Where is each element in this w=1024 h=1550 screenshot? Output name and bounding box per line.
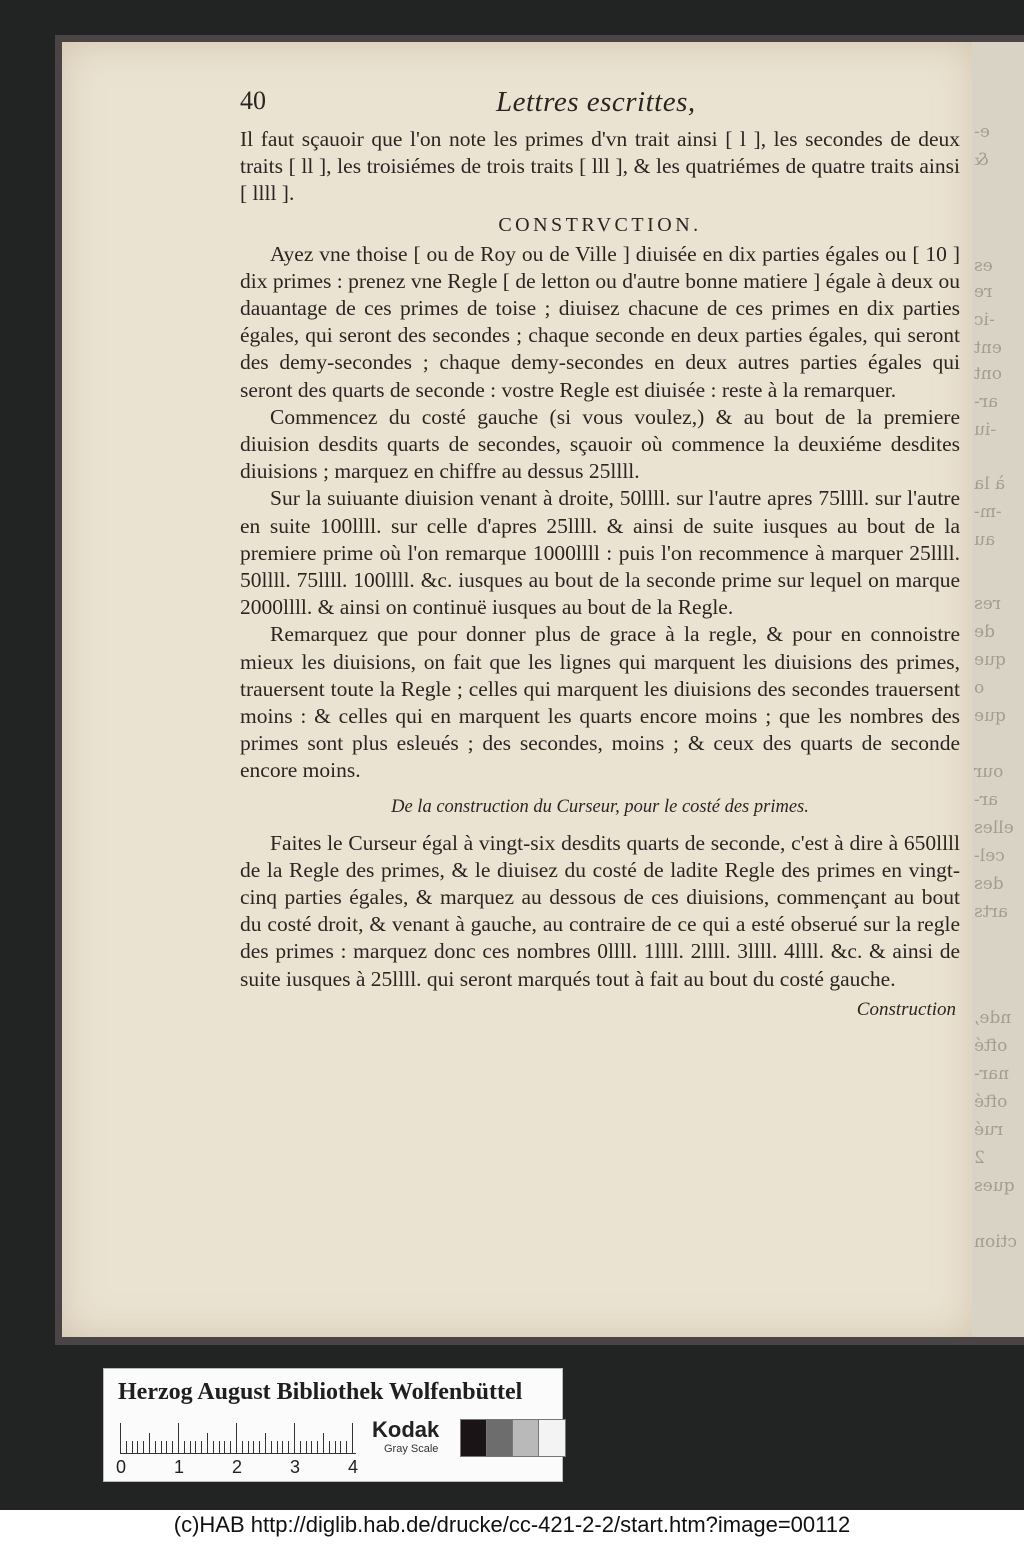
ruler-tick	[230, 1441, 231, 1453]
facing-fragment: our	[974, 762, 1004, 782]
ruler-tick	[120, 1423, 121, 1453]
ruler-tick	[317, 1441, 318, 1453]
ruler-tick	[340, 1441, 341, 1453]
ruler-tick	[166, 1441, 167, 1453]
facing-fragment: ction	[974, 1232, 1017, 1252]
facing-fragment: au	[974, 530, 996, 550]
running-head: Lettres escrittes,	[496, 86, 696, 118]
ruler-tick	[213, 1441, 214, 1453]
kodak-logo: Kodak	[372, 1417, 440, 1442]
section-title: CONSTRVCTION.	[498, 213, 702, 236]
ruler-number: 0	[116, 1457, 127, 1477]
ruler-tick	[161, 1441, 162, 1453]
ruler-tick	[219, 1441, 220, 1453]
facing-fragment: des	[974, 874, 1004, 894]
paragraph: Commencez du costé gauche (si vous voulez,) & au bout de la premiere diuision desdits quarts de secondes, sçauoir où commence la deuxiéme desdites diuisions ; marquez en chiffre au dessus 25llll.	[240, 404, 960, 484]
gray-swatch-3	[512, 1419, 540, 1457]
facing-fragment: e-	[974, 122, 990, 142]
facing-fragment: es	[974, 256, 993, 276]
ruler-numbers	[116, 1457, 376, 1477]
catchword: Construction	[856, 998, 956, 1020]
gray-scale-label: Gray Scale	[384, 1443, 439, 1455]
paragraph: Remarquez que pour donner plus de grace à la regle, & pour en connoistre mieux les diuisions, on fait que les lignes qui marquent les diuisions des primes, trauersent toute la Regle ; celles qui marquent les diuisions des secondes trauersent moins : & celles qui en marquent les quarts encore moins ; que les nombres des primes sont plus esleués ; des secondes, moins ; & ceux des quarts de seconde encore moins.	[240, 622, 960, 783]
ruler-tick	[300, 1441, 301, 1453]
gray-swatch-4	[538, 1419, 566, 1457]
page-text	[240, 86, 960, 1021]
ruler-tick	[207, 1433, 208, 1453]
ruler-tick	[178, 1423, 179, 1453]
ruler-tick	[253, 1441, 254, 1453]
intro-paragraph: Il faut sçauoir que l'on note les primes d'vn trait ainsi [ l ], les secondes de deux traits [ ll ], les troisiémes de trois traits [ lll ], & les quatriémes de quatre traits ainsi [ llll ].	[240, 127, 960, 206]
facing-page-edge	[972, 42, 1024, 1337]
gray-swatch-2	[486, 1419, 514, 1457]
ruler-tick	[195, 1441, 196, 1453]
paragraph: Sur la suiuante diuision venant à droite, 50llll. sur l'autre apres 75llll. sur l'autre en suite 100llll. sur celle d'apres 25llll. & ainsi de suite iusques au bout de la premiere prime où l'on remarque 1000llll : puis l'on recommence à marquer 25llll. 50llll. 75llll. 100llll. &c. iusques au bout de la seconde prime sur lequel on marque 2000llll. & ainsi on continuë iusques au bout de la Regle.	[240, 486, 960, 620]
ruler-tick	[132, 1441, 133, 1453]
ruler-tick	[352, 1423, 353, 1453]
ruler-tick	[224, 1441, 225, 1453]
ruler-number: 4	[348, 1457, 359, 1477]
measurement-ruler	[120, 1421, 356, 1454]
ruler-tick	[236, 1423, 237, 1453]
facing-fragment: arts	[974, 902, 1008, 922]
ruler-tick	[277, 1441, 278, 1453]
facing-fragment: ar-	[974, 392, 999, 412]
ruler-tick	[155, 1441, 156, 1453]
ruler-tick	[271, 1441, 272, 1453]
facing-fragment: rué	[974, 1120, 1004, 1140]
ruler-tick	[335, 1441, 336, 1453]
facing-fragment: &	[974, 150, 990, 170]
facing-fragment: ar-	[974, 790, 999, 810]
ruler-tick	[137, 1441, 138, 1453]
facing-fragment: cel-	[974, 846, 1005, 866]
library-name: Herzog August Bibliothek Wolfenbüttel	[118, 1379, 523, 1405]
color-reference-card	[103, 1368, 563, 1482]
ruler-number: 1	[174, 1457, 185, 1477]
facing-fragment: -ic	[974, 310, 995, 330]
facing-fragment: que	[974, 650, 1006, 670]
facing-fragment: de	[974, 622, 995, 642]
facing-fragment: ent	[974, 338, 1002, 358]
facing-fragment: o	[974, 678, 985, 698]
facing-fragment: -m-	[974, 502, 1002, 522]
facing-fragment: -iu	[974, 420, 997, 440]
ruler-number: 3	[290, 1457, 301, 1477]
ruler-number: 2	[232, 1457, 243, 1477]
page-header	[240, 86, 960, 126]
paragraph: Ayez vne thoise [ ou de Roy ou de Ville ] diuisée en dix parties égales ou [ 10 ] dix primes : prenez vne Regle [ de letton ou d'autre bonne matiere ] égale à deux ou dauantage de ces primes de toise ; diuisez chacune de ces primes en dix parties égales, qui seront des secondes ; chaque seconde en deux parties égales, qui seront des demy-secondes ; chaque demy-secondes en deux autres parties égales qui seront des quarts de seconde : vostre Regle est diuisée : reste à la remarquer.	[240, 241, 960, 402]
ruler-tick	[248, 1441, 249, 1453]
ruler-tick	[143, 1441, 144, 1453]
ruler-tick	[126, 1441, 127, 1453]
gray-swatch-1	[460, 1419, 488, 1457]
ruler-tick	[329, 1441, 330, 1453]
facing-fragment: ofté	[974, 1092, 1008, 1112]
ruler-tick	[242, 1441, 243, 1453]
ruler-tick	[346, 1441, 347, 1453]
facing-fragment: re	[974, 282, 993, 302]
paragraph: Faites le Curseur égal à vingt-six desdits quarts de seconde, c'est à dire à 650llll de la Regle des primes, & le diuisez du costé de ladite Regle des primes en vingt-cinq parties égales, & marquez au dessous de ces diuisions, commençant au bout du costé droit, & venant à gauche, au contraire de ce qui a esté obserué sur la regle des primes : marquez donc ces nombres 0llll. 1llll. 2llll. 3llll. 4llll. &c. & ainsi de suite iusques à 25llll. qui seront marqués tout à fait au bout du costé gauche.	[240, 830, 960, 991]
ruler-tick	[259, 1441, 260, 1453]
facing-fragment: nde,	[974, 1008, 1012, 1028]
facing-fragment: 2	[974, 1148, 985, 1168]
facing-fragment: ofté	[974, 1036, 1008, 1056]
source-url-caption: (c)HAB http://diglib.hab.de/drucke/cc-421-2-2/start.htm?image=00112	[173, 1512, 851, 1537]
ruler-tick	[149, 1433, 150, 1453]
subheading: De la construction du Curseur, pour le costé des primes.	[391, 796, 809, 817]
facing-fragment: à la	[974, 474, 1006, 494]
ruler-tick	[288, 1441, 289, 1453]
ruler-tick	[311, 1441, 312, 1453]
ruler-tick	[184, 1441, 185, 1453]
facing-fragment: ques	[974, 1176, 1015, 1196]
facing-fragment: elles	[974, 818, 1014, 838]
ruler-tick	[323, 1433, 324, 1453]
page-number: 40	[240, 86, 266, 115]
ruler-tick	[282, 1441, 283, 1453]
ruler-tick	[190, 1441, 191, 1453]
ruler-tick	[265, 1433, 266, 1453]
facing-fragment: res	[974, 594, 1001, 614]
facing-fragment: ont	[974, 364, 1003, 384]
ruler-tick	[294, 1423, 295, 1453]
ruler-tick	[306, 1441, 307, 1453]
ruler-tick	[172, 1441, 173, 1453]
facing-fragment: que	[974, 706, 1006, 726]
facing-fragment: nar-	[974, 1064, 1009, 1084]
ruler-tick	[201, 1441, 202, 1453]
